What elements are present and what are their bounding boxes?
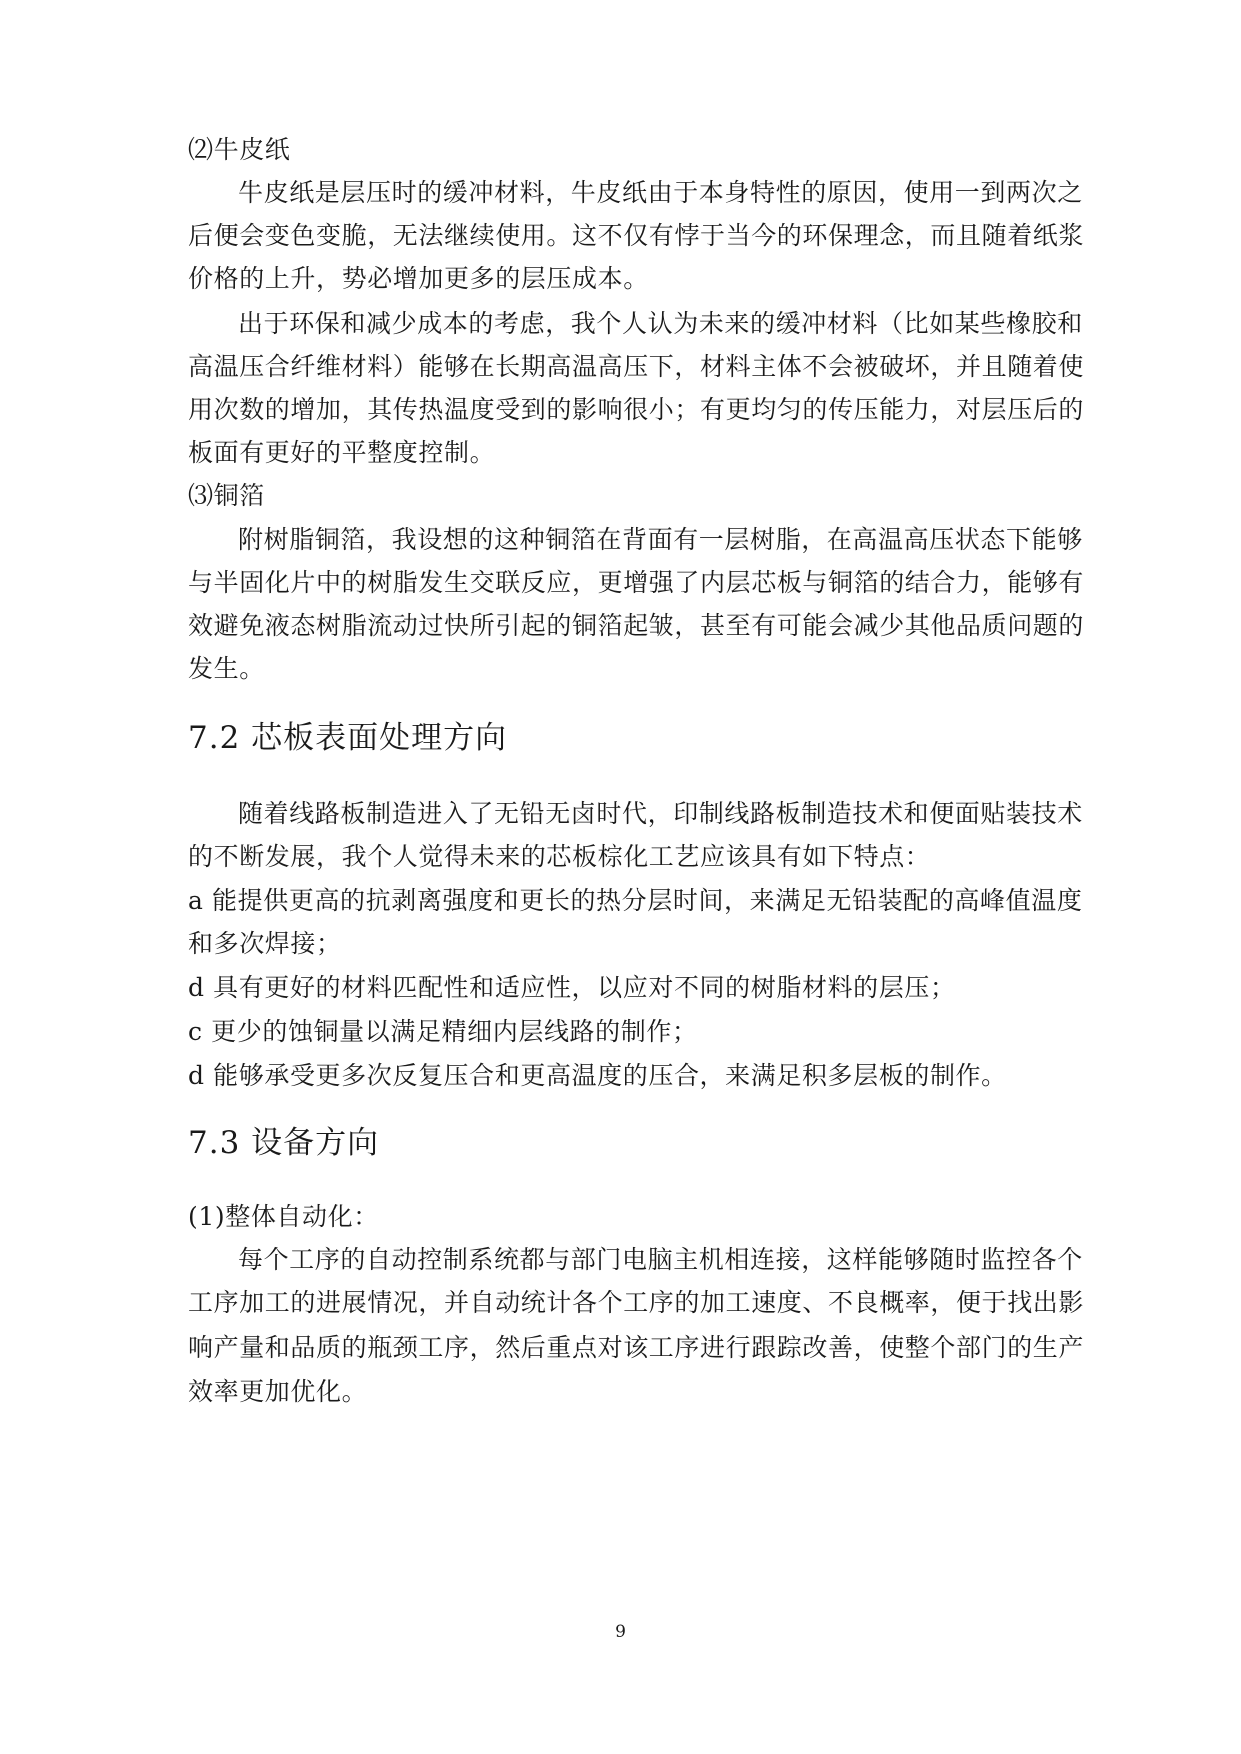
paragraph-line: 后便会变色变脆，无法继续使用。这不仅有悖于当今的环保理念，而且随着纸浆 — [188, 221, 1085, 250]
paragraph-line: 的不断发展，我个人觉得未来的芯板棕化工艺应该具有如下特点： — [188, 842, 931, 871]
paragraph-line: 与半固化片中的树脂发生交联反应，更增强了内层芯板与铜箔的结合力，能够有 — [188, 568, 1085, 597]
list-item: d 能够承受更多次反复压合和更高温度的压合，来满足积多层板的制作。 — [188, 1061, 1007, 1090]
list-item: d 具有更好的材料匹配性和适应性，以应对不同的树脂材料的层压； — [188, 973, 956, 1002]
section-heading-7-2: 7.2 芯板表面处理方向 — [188, 720, 508, 756]
paragraph-line: 效避免液态树脂流动过快所引起的铜箔起皱，甚至有可能会减少其他品质问题的 — [188, 611, 1085, 640]
subsection-title-kraft-paper: ⑵牛皮纸 — [188, 135, 291, 164]
paragraph-line: 价格的上升，势必增加更多的层压成本。 — [188, 264, 649, 293]
paragraph-line: 每个工序的自动控制系统都与部门电脑主机相连接，这样能够随时监控各个 — [238, 1245, 1083, 1274]
paragraph-line: 发生。 — [188, 654, 265, 683]
paragraph-line: 牛皮纸是层压时的缓冲材料，牛皮纸由于本身特性的原因，使用一到两次之 — [238, 178, 1083, 207]
paragraph-line: 随着线路板制造进入了无铅无卤时代，印制线路板制造技术和便面贴装技术 — [238, 799, 1083, 828]
paragraph-line: 效率更加优化。 — [188, 1377, 368, 1406]
subsection-title-copper-foil: ⑶铜箔 — [188, 481, 265, 510]
paragraph-line: 附树脂铜箔，我设想的这种铜箔在背面有一层树脂，在高温高压状态下能够 — [238, 525, 1083, 554]
subsection-title-automation: (1)整体自动化： — [188, 1202, 379, 1231]
list-item-continuation: 和多次焊接； — [188, 929, 342, 958]
list-item: a 能提供更高的抗剥离强度和更长的热分层时间，来满足无铅装配的高峰值温度 — [188, 886, 1083, 915]
paragraph-line: 用次数的增加，其传热温度受到的影响很小；有更均匀的传压能力，对层压后的 — [188, 395, 1085, 424]
paragraph-line: 出于环保和减少成本的考虑，我个人认为未来的缓冲材料（比如某些橡胶和 — [238, 309, 1083, 338]
paragraph-line: 高温压合纤维材料）能够在长期高温高压下，材料主体不会被破坏，并且随着使 — [188, 352, 1085, 381]
paragraph-line: 工序加工的进展情况，并自动统计各个工序的加工速度、不良概率，便于找出影 — [188, 1288, 1085, 1317]
page-number: 9 — [615, 1622, 626, 1642]
section-heading-7-3: 7.3 设备方向 — [188, 1125, 380, 1161]
list-item: c 更少的蚀铜量以满足精细内层线路的制作； — [188, 1017, 698, 1046]
paragraph-line: 响产量和品质的瓶颈工序，然后重点对该工序进行跟踪改善，使整个部门的生产 — [188, 1333, 1085, 1362]
paragraph-line: 板面有更好的平整度控制。 — [188, 438, 496, 467]
